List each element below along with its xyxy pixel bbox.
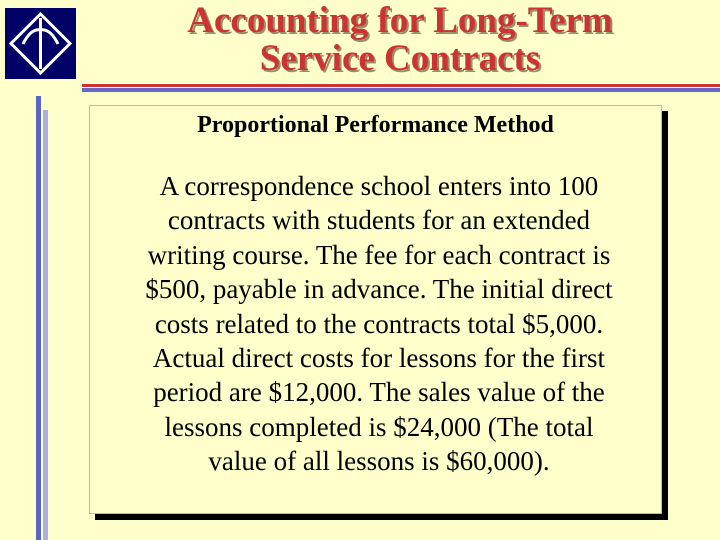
section-subheading: Proportional Performance Method — [197, 112, 554, 138]
left-accent-bar-dark — [36, 96, 41, 540]
slide-title — [80, 2, 720, 78]
slide-title-line-1: Accounting for Long-Term — [187, 0, 613, 41]
body-paragraph — [89, 169, 669, 479]
body-line-1: A correspondence school enters into 100 — [159, 171, 599, 201]
body-line-7: period are $12,000. The sales value of the — [153, 377, 605, 408]
slide-title-line-2: Service Contracts — [259, 38, 541, 79]
title-rule-red — [82, 84, 720, 87]
body-line-2: contracts with students for an extended — [167, 205, 591, 236]
body-line-9: value of all lessons is $60,000). — [208, 446, 550, 477]
diamond-logo-icon — [5, 8, 76, 79]
body-line-4: $500, payable in advance. The initial direct — [145, 274, 613, 305]
body-line-8: lessons completed is $24,000 (The total — [164, 411, 594, 442]
title-rule-blue — [82, 88, 720, 92]
body-line-6: Actual direct costs for lessons for the first — [152, 343, 606, 374]
body-line-5: costs related to the contracts total $5,000. — [154, 308, 604, 339]
left-accent-bar-light — [43, 110, 48, 540]
body-line-3: writing course. The fee for each contract is — [147, 239, 611, 270]
